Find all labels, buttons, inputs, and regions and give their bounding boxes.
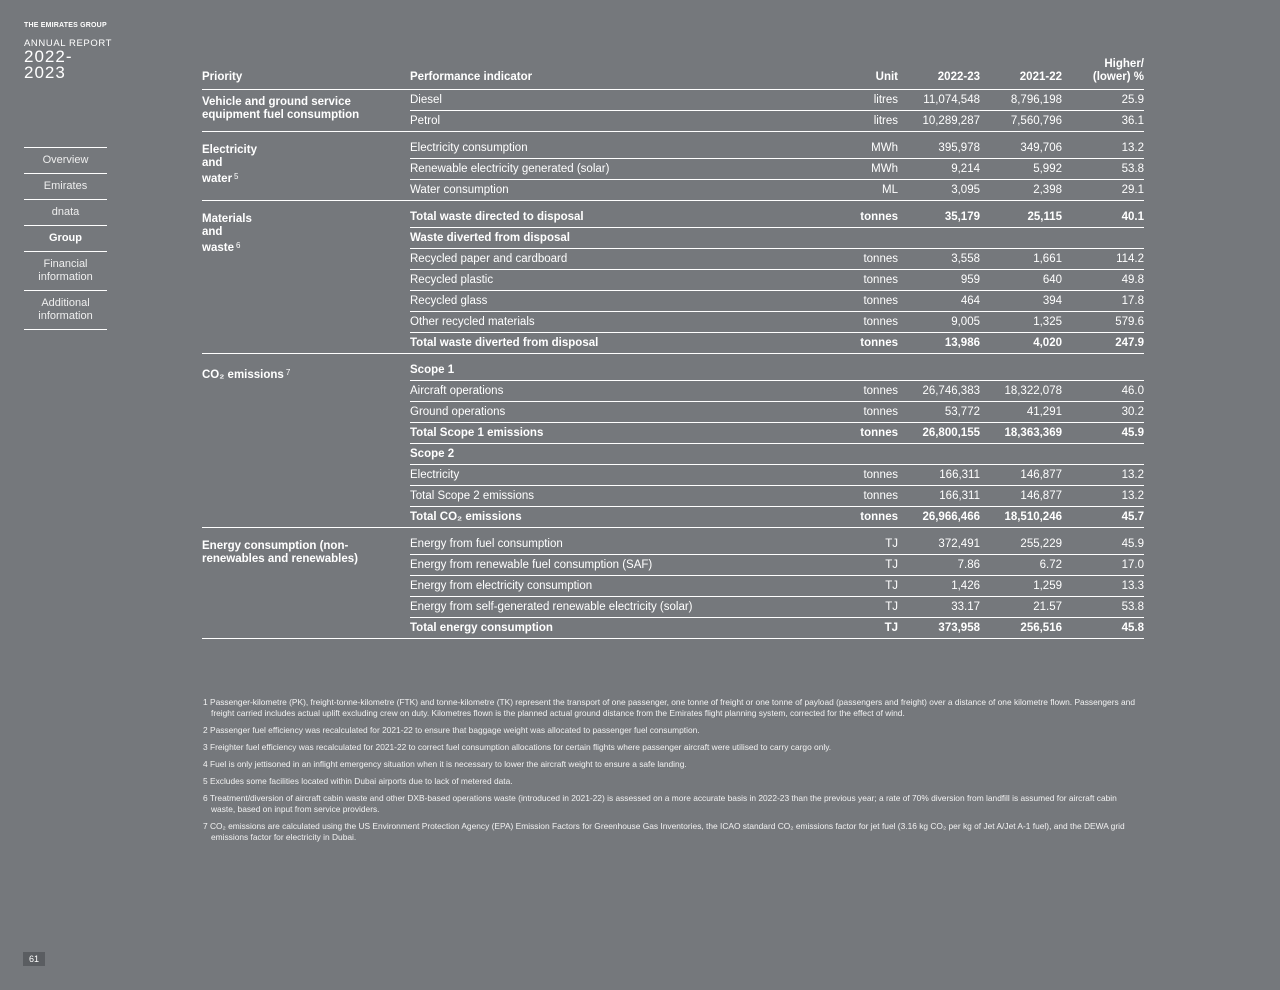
nav-item-overview[interactable]: Overview [24,147,107,173]
change-cell: 17.8 [1062,291,1144,312]
priority-label: CO₂ emissions [202,369,284,381]
header-year-previous: 2021-22 [980,58,1062,90]
change-cell: 13.2 [1062,486,1144,507]
indicator-cell: Other recycled materials [410,312,850,333]
indicator-cell: Petrol [410,111,850,132]
table-row [202,360,1144,381]
unit-cell: tonnes [850,402,898,423]
brand-report-year: 2022-2023 [24,47,73,82]
value-2022-23-cell [898,444,980,465]
indicator-cell: Scope 1 [410,360,850,381]
page-number: 61 [23,952,45,966]
change-cell: 45.9 [1062,534,1144,555]
unit-cell: tonnes [850,207,898,228]
change-cell: 579.6 [1062,312,1144,333]
value-2022-23-cell: 35,179 [898,207,980,228]
priority-label: Materials and waste [202,213,252,254]
priority-cell [202,360,410,528]
change-cell: 13.2 [1062,138,1144,159]
value-2021-22-cell: 6.72 [980,555,1062,576]
change-cell: 13.2 [1062,465,1144,486]
unit-cell: tonnes [850,507,898,528]
value-2022-23-cell: 33.17 [898,597,980,618]
unit-cell: ML [850,180,898,201]
table-row [202,207,1144,228]
priority-label: Energy consumption (non-renewables and renewables) [202,540,358,565]
value-2021-22-cell: 255,229 [980,534,1062,555]
report-brand [24,22,114,81]
unit-cell [850,444,898,465]
indicator-cell: Electricity consumption [410,138,850,159]
value-2021-22-cell: 256,516 [980,618,1062,639]
change-cell: 29.1 [1062,180,1144,201]
unit-cell: tonnes [850,486,898,507]
indicator-cell: Waste diverted from disposal [410,228,850,249]
table-row [202,534,1144,555]
value-2022-23-cell: 11,074,548 [898,90,980,111]
header-year-current: 2022-23 [898,58,980,90]
indicator-cell: Water consumption [410,180,850,201]
change-cell: 53.8 [1062,159,1144,180]
nav-item-group[interactable]: Group [24,225,107,251]
value-2021-22-cell: 8,796,198 [980,90,1062,111]
footnote: 6 Treatment/diversion of aircraft cabin waste and other DXB-based operations waste (introduced in 2021-22) is assessed on a more accurate basis in 2022-23 than the previous year; a rate of 70% diversion from landfill is assumed for aircraft cabin waste, based on input from service providers. [203,793,1117,814]
value-2022-23-cell: 26,746,383 [898,381,980,402]
change-cell: 17.0 [1062,555,1144,576]
unit-cell: MWh [850,138,898,159]
indicator-cell: Diesel [410,90,850,111]
value-2021-22-cell: 21.57 [980,597,1062,618]
change-cell [1062,228,1144,249]
change-cell: 13.3 [1062,576,1144,597]
priority-cell [202,534,410,639]
footnote-ref: 5 [234,172,239,181]
value-2022-23-cell [898,228,980,249]
value-2022-23-cell: 9,005 [898,312,980,333]
indicator-cell: Total Scope 2 emissions [410,486,850,507]
value-2022-23-cell: 9,214 [898,159,980,180]
brand-group-name: THE EMIRATES GROUP [24,22,107,29]
value-2022-23-cell: 959 [898,270,980,291]
value-2022-23-cell: 13,986 [898,333,980,354]
value-2022-23-cell: 373,958 [898,618,980,639]
footnote-ref: 7 [285,368,291,377]
value-2021-22-cell: 5,992 [980,159,1062,180]
header-unit: Unit [850,58,898,90]
unit-cell [850,228,898,249]
footnote: 5 Excludes some facilities located within Dubai airports due to lack of metered data. [203,776,513,786]
table-row [202,138,1144,159]
nav-item-dnata[interactable]: dnata [24,199,107,225]
header-priority: Priority [202,58,410,90]
unit-cell: tonnes [850,465,898,486]
unit-cell: tonnes [850,381,898,402]
unit-cell: MWh [850,159,898,180]
change-cell: 114.2 [1062,249,1144,270]
value-2021-22-cell: 349,706 [980,138,1062,159]
indicator-cell: Total waste directed to disposal [410,207,850,228]
value-2021-22-cell: 4,020 [980,333,1062,354]
performance-table [202,58,1144,639]
value-2021-22-cell: 18,510,246 [980,507,1062,528]
priority-label: Vehicle and ground service equipment fuel consumption [202,96,360,121]
priority-cell [202,90,410,132]
change-cell: 25.9 [1062,90,1144,111]
value-2021-22-cell: 146,877 [980,465,1062,486]
header-change [1062,58,1144,90]
change-cell: 247.9 [1062,333,1144,354]
value-2021-22-cell: 18,322,078 [980,381,1062,402]
value-2022-23-cell: 464 [898,291,980,312]
footnote: 4 Fuel is only jettisoned in an inflight emergency situation when it is necessary to lower the aircraft weight to ensure a safe landing. [203,759,687,769]
change-cell [1062,360,1144,381]
nav-item-financial-information[interactable]: Financial information [24,251,107,290]
change-cell: 45.7 [1062,507,1144,528]
value-2021-22-cell [980,228,1062,249]
unit-cell: TJ [850,597,898,618]
value-2022-23-cell: 166,311 [898,486,980,507]
value-2022-23-cell: 7.86 [898,555,980,576]
value-2022-23-cell: 53,772 [898,402,980,423]
section-nav [24,147,107,330]
change-cell [1062,444,1144,465]
value-2022-23-cell: 10,289,287 [898,111,980,132]
unit-cell: TJ [850,576,898,597]
footnote: 3 Freighter fuel efficiency was recalculated for 2021-22 to correct fuel consumption allocations for certain flights where passenger aircraft were utilised to carry cargo only. [203,742,832,752]
unit-cell: litres [850,90,898,111]
header-indicator: Performance indicator [410,58,850,90]
table-body [202,90,1144,639]
value-2021-22-cell: 1,661 [980,249,1062,270]
value-2022-23-cell: 3,558 [898,249,980,270]
value-2022-23-cell: 26,966,466 [898,507,980,528]
unit-cell: TJ [850,618,898,639]
unit-cell: tonnes [850,249,898,270]
change-cell: 45.8 [1062,618,1144,639]
value-2021-22-cell: 640 [980,270,1062,291]
unit-cell: TJ [850,555,898,576]
value-2022-23-cell [898,360,980,381]
change-cell: 36.1 [1062,111,1144,132]
indicator-cell: Ground operations [410,402,850,423]
unit-cell: tonnes [850,423,898,444]
value-2022-23-cell: 3,095 [898,180,980,201]
value-2021-22-cell [980,444,1062,465]
value-2021-22-cell [980,360,1062,381]
indicator-cell: Renewable electricity generated (solar) [410,159,850,180]
unit-cell: tonnes [850,291,898,312]
value-2022-23-cell: 395,978 [898,138,980,159]
nav-item-emirates[interactable]: Emirates [24,173,107,199]
change-cell: 49.8 [1062,270,1144,291]
unit-cell: tonnes [850,333,898,354]
footnote-ref: 6 [235,241,241,250]
priority-cell [202,207,410,354]
unit-cell: litres [850,111,898,132]
indicator-cell: Aircraft operations [410,381,850,402]
value-2022-23-cell: 1,426 [898,576,980,597]
indicator-cell: Energy from fuel consumption [410,534,850,555]
value-2021-22-cell: 18,363,369 [980,423,1062,444]
indicator-cell: Total energy consumption [410,618,850,639]
unit-cell: TJ [850,534,898,555]
table-header-row [202,58,1144,90]
priority-label: Electricity and water [202,144,257,185]
value-2021-22-cell: 7,560,796 [980,111,1062,132]
value-2021-22-cell: 394 [980,291,1062,312]
table-row [202,90,1144,111]
change-cell: 46.0 [1062,381,1144,402]
indicator-cell: Recycled glass [410,291,850,312]
value-2021-22-cell: 1,259 [980,576,1062,597]
value-2021-22-cell: 41,291 [980,402,1062,423]
priority-cell [202,138,410,201]
footnotes [203,697,1143,849]
value-2022-23-cell: 26,800,155 [898,423,980,444]
footnote: 1 Passenger-kilometre (PK), freight-tonne-kilometre (FTK) and tonne-kilometre (TK) represent the transport of one passenger, one tonne of freight or one tonne of payload (passengers and freight) over a distance of one kilometre flown. Passengers and freight carried includes actual uplift excluding crew on duty. Kilometres flown is the planned actual ground distance from the Emirates flight planning system, corrected for the effect of wind. [203,697,1135,718]
footnote: 2 Passenger fuel efficiency was recalculated for 2021-22 to ensure that baggage weight was allocated to passenger fuel consumption. [203,725,700,735]
indicator-cell: Recycled paper and cardboard [410,249,850,270]
indicator-cell: Energy from electricity consumption [410,576,850,597]
indicator-cell: Total Scope 1 emissions [410,423,850,444]
indicator-cell: Scope 2 [410,444,850,465]
value-2021-22-cell: 146,877 [980,486,1062,507]
unit-cell: tonnes [850,312,898,333]
indicator-cell: Recycled plastic [410,270,850,291]
header-change-label: Higher/ (lower) % [1092,58,1144,83]
unit-cell [850,360,898,381]
indicator-cell: Electricity [410,465,850,486]
unit-cell: tonnes [850,270,898,291]
change-cell: 45.9 [1062,423,1144,444]
value-2022-23-cell: 372,491 [898,534,980,555]
value-2021-22-cell: 2,398 [980,180,1062,201]
value-2021-22-cell: 1,325 [980,312,1062,333]
brand-report-label: ANNUAL REPORT [24,38,113,49]
indicator-cell: Energy from renewable fuel consumption (SAF) [410,555,850,576]
change-cell: 40.1 [1062,207,1144,228]
indicator-cell: Energy from self-generated renewable electricity (solar) [410,597,850,618]
value-2022-23-cell: 166,311 [898,465,980,486]
footnote: 7 CO₂ emissions are calculated using the US Environment Protection Agency (EPA) Emission Factors for Greenhouse Gas Inventories, the ICAO standard CO₂ emissions factor for jet fuel (3.16 kg CO₂ per kg of Jet A/Jet A-1 fuel), and the DEWA grid emissions factor for electricity in Dubai. [203,821,1125,842]
change-cell: 53.8 [1062,597,1144,618]
indicator-cell: Total waste diverted from disposal [410,333,850,354]
nav-item-additional-information[interactable]: Additional information [24,290,107,330]
change-cell: 30.2 [1062,402,1144,423]
value-2021-22-cell: 25,115 [980,207,1062,228]
indicator-cell: Total CO₂ emissions [410,507,850,528]
